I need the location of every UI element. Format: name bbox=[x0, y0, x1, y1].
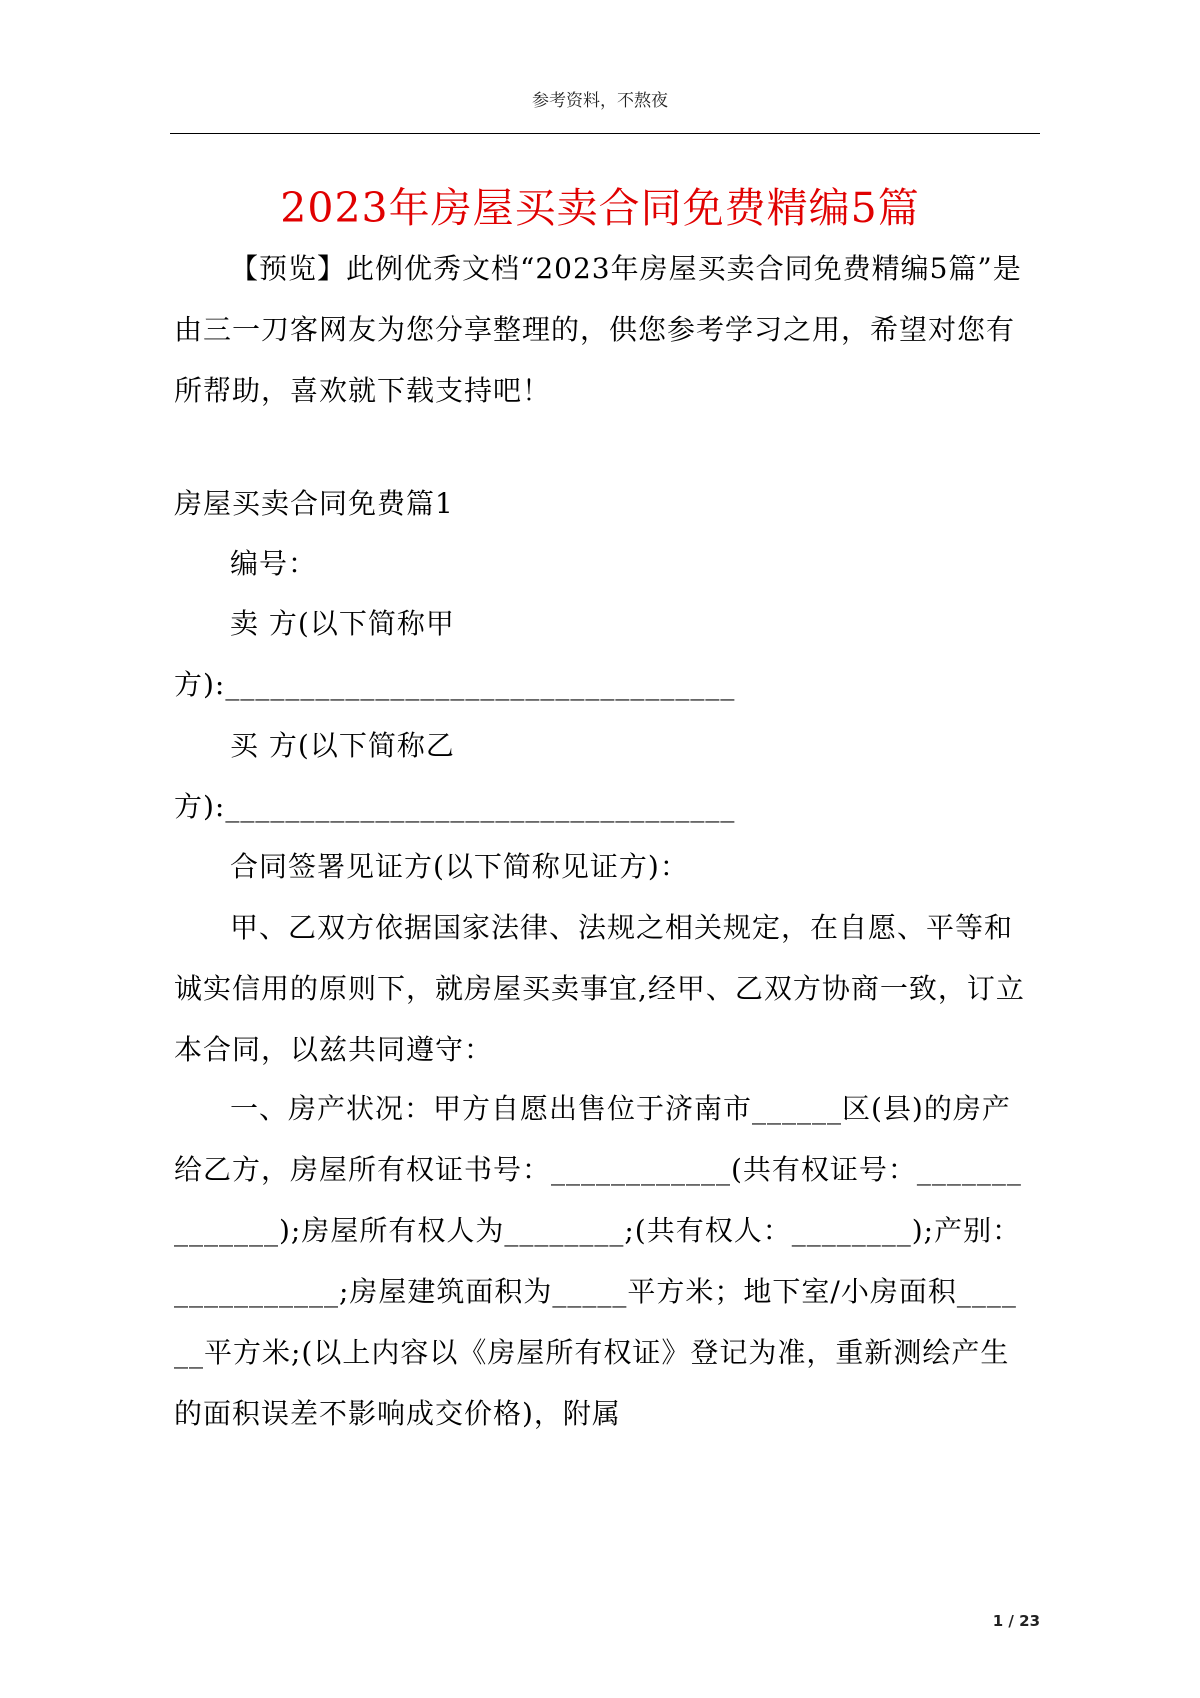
contract-number-line: 编号： bbox=[230, 547, 318, 580]
page-indicator: 1 / 23 bbox=[992, 1612, 1040, 1630]
seller-line-1: 卖 方(以下简称甲 bbox=[230, 607, 455, 640]
page-header-note: 参考资料，不熬夜 bbox=[532, 91, 668, 111]
header-divider bbox=[170, 133, 1040, 134]
seller-line-2: 方):__________________________________ bbox=[174, 668, 736, 701]
contract-paragraph-2: 一、房产状况：甲方自愿出售位于济南市______区(县)的房产给乙方，房屋所有权证书号：____________(共有权证号：______________);房屋所有权人为________;(共有权人：________);产别：___________;房屋建筑面积为_____平方米；地下室/小房面积______平方米;(以上内容以《房屋所有权证》登记为准，重新测绘产生的面积误差不影响成交价格)，附属 bbox=[174, 1092, 1022, 1430]
witness-line: 合同签署见证方(以下简称见证方)： bbox=[230, 850, 689, 883]
section-title: 房屋买卖合同免费篇1 bbox=[174, 487, 454, 520]
buyer-line-1: 买 方(以下简称乙 bbox=[230, 729, 455, 762]
buyer-line-2: 方):__________________________________ bbox=[174, 790, 736, 823]
contract-paragraph-1: 甲、乙双方依据国家法律、法规之相关规定，在自愿、平等和诚实信用的原则下，就房屋买卖事宜,经甲、乙双方协商一致，订立本合同，以兹共同遵守： bbox=[174, 911, 1025, 1066]
preview-paragraph: 【预览】此例优秀文档“2023年房屋买卖合同免费精编5篇”是由三一刀客网友为您分享整理的，供您参考学习之用，希望对您有所帮助，喜欢就下载支持吧！ bbox=[174, 252, 1022, 407]
document-title: 2023年房屋买卖合同免费精编5篇 bbox=[280, 184, 920, 233]
